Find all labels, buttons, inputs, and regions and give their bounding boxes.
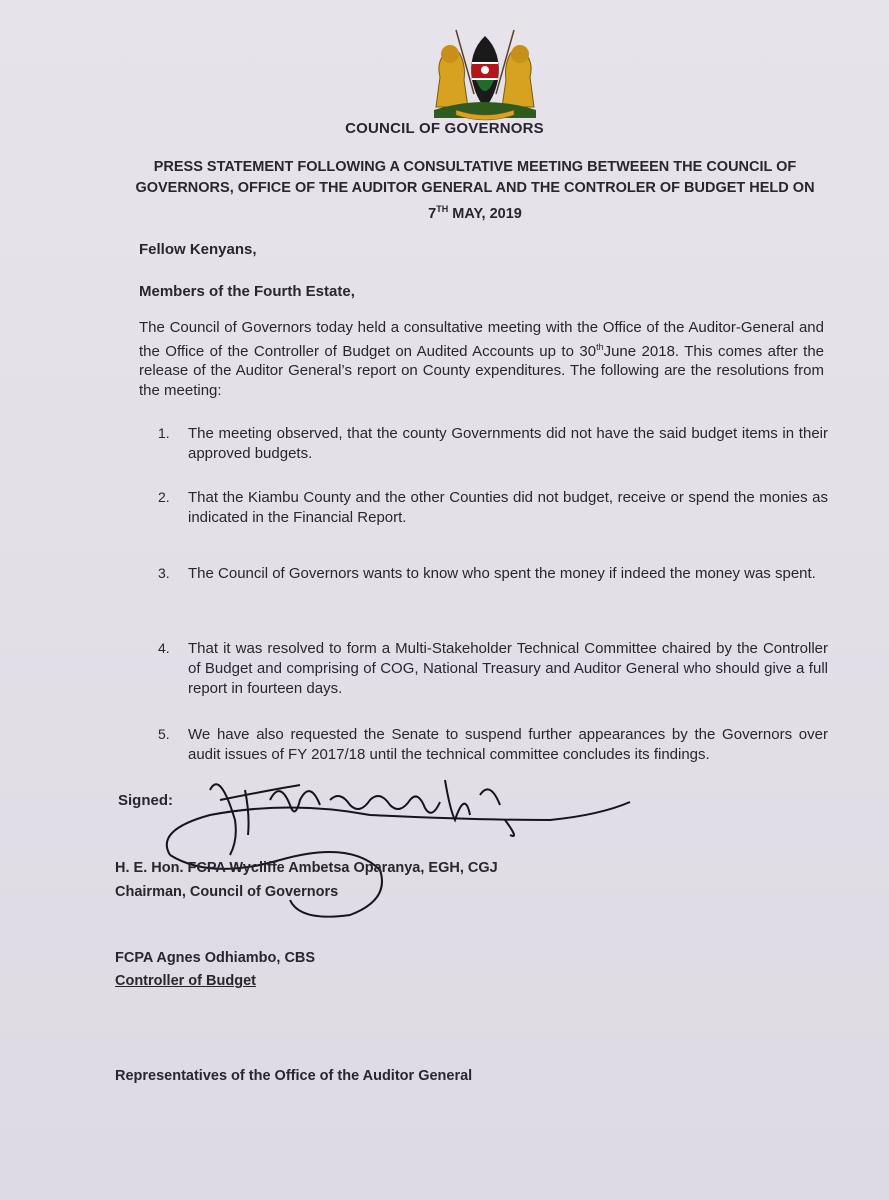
chair-name: H. E. Hon. FCPA Wycliffe Ambetsa Oparanya, EGH, CGJ: [115, 860, 498, 876]
resolution-text: That it was resolved to form a Multi-Stakeholder Technical Committee chaired by the Controller of Budget and comprising of COG, National Treasury and Auditor General who should give a full report in fourteen days.: [188, 640, 828, 697]
headline-line-2: GOVERNORS, OFFICE OF THE AUDITOR GENERAL AND THE CONTROLER OF BUDGET HELD ON: [135, 180, 815, 196]
headline-line-1: PRESS STATEMENT FOLLOWING A CONSULTATIVE MEETING BETWEEEN THE COUNCIL OF: [153, 159, 797, 175]
resolution-number: 1.: [158, 425, 170, 441]
resolution-text: That the Kiambu County and the other Counties did not budget, receive or spend the monies as indicated in the Financial Report.: [188, 489, 828, 526]
resolution-text: We have also requested the Senate to suspend further appearances by the Governors over audit issues of FY 2017/18 until the technical committee concludes its findings.: [188, 726, 828, 763]
handwritten-signature: [150, 760, 640, 930]
intro-paragraph: The Council of Governors today held a consultative meeting with the Office of the Auditor-General and the Office of the Controller of Budget on Audited Accounts up to 30thJune 2018. This comes after the release of the Auditor General’s report on County expenditures. The following are the resolutions from the meeting:: [139, 319, 824, 399]
coat-of-arms-icon: [426, 22, 544, 122]
chair-title: Chairman, Council of Governors: [115, 884, 339, 900]
headline-date: 7TH MAY, 2019: [428, 204, 522, 222]
organization-name: COUNCIL OF GOVERNORS: [345, 120, 544, 137]
resolution-text: The meeting observed, that the county Governments did not have the said budget items in their approved budgets.: [188, 425, 828, 462]
resolution-number: 5.: [158, 726, 170, 742]
salutation-1: Fellow Kenyans,: [139, 241, 257, 258]
resolution-number: 4.: [158, 640, 170, 656]
auditor-representatives: Representatives of the Office of the Auditor General: [115, 1068, 473, 1084]
statement-headline: [130, 157, 820, 225]
resolution-text: The Council of Governors wants to know who spent the money if indeed the money was spent.: [188, 565, 816, 582]
cob-name: FCPA Agnes Odhiambo, CBS: [115, 950, 316, 966]
cob-title: Controller of Budget: [115, 973, 256, 989]
resolution-number: 3.: [158, 565, 170, 581]
salutation-2: Members of the Fourth Estate,: [139, 283, 355, 300]
signed-label: Signed:: [118, 792, 173, 809]
resolution-number: 2.: [158, 489, 170, 505]
